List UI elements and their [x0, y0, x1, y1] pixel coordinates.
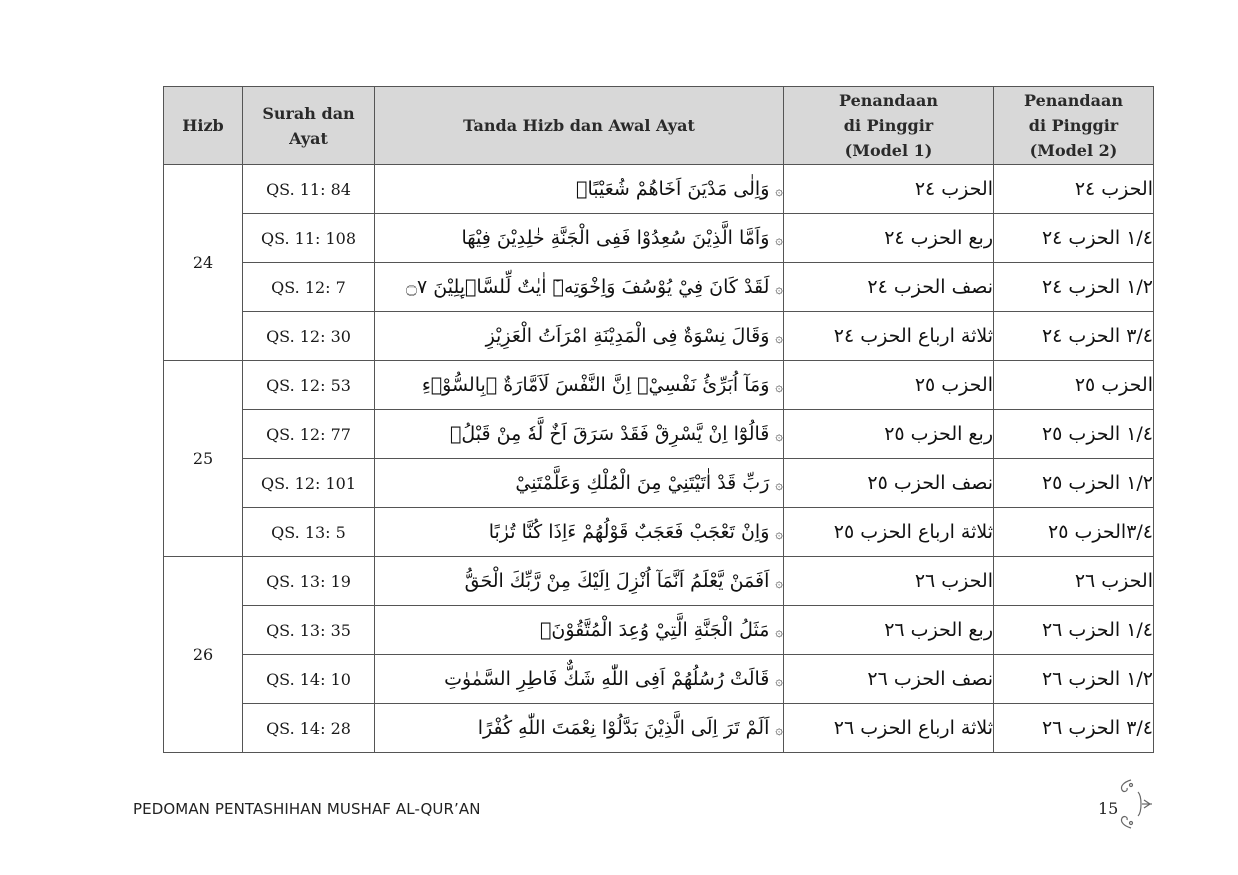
hizb-mark-icon: ۞: [775, 184, 783, 199]
table-row: [164, 165, 1154, 214]
hizb-table: [163, 86, 1154, 753]
ayah-text: [375, 704, 784, 753]
surah-ref: QS. 14: 28: [243, 704, 375, 753]
hizb-mark-icon: ۞: [775, 380, 783, 395]
surah-ref: QS. 13: 5: [243, 508, 375, 557]
ayah-words: وَمَآ اُبَرِّئُ نَفْسِيْۚ اِنَّ النَّفْسَ لَاَمَّارَةٌ ۢبِالسُّوْۤءِ: [421, 374, 770, 396]
ayah-words: وَاِنْ تَعْجَبْ فَعَجَبٌ قَوْلُهُمْ ءَاِذَا كُنَّا تُرٰبًا: [488, 521, 770, 543]
ayah-words: مَثَلُ الْجَنَّةِ الَّتِيْ وُعِدَ الْمُتَّقُوْنَۗ: [539, 619, 770, 641]
table-row: [164, 263, 1154, 312]
ayah-words: وَاِلٰى مَدْيَنَ اَخَاهُمْ شُعَيْبًاۗ: [576, 178, 770, 200]
ayah-words: اَفَمَنْ يَّعْلَمُ اَنَّمَآ اُنْزِلَ اِلَيْكَ مِنْ رَّبِّكَ الْحَقُّ: [464, 570, 770, 592]
surah-ref: QS. 12: 53: [243, 361, 375, 410]
ayah-words: لَقَدْ كَانَ فِيْ يُوْسُفَ وَاِخْوَتِهٖٓ اٰيٰتٌ لِّلسَّاۤىِٕلِيْنَ ۝٧: [405, 276, 770, 298]
hizb-number: 25: [164, 361, 243, 557]
surah-ref: QS. 12: 7: [243, 263, 375, 312]
hizb-mark-icon: ۞: [775, 625, 783, 640]
margin-mark-model-2: الحزب ٢٥: [994, 361, 1154, 410]
table-row: [164, 557, 1154, 606]
ayah-words: رَبِّ قَدْ اٰتَيْتَنِيْ مِنَ الْمُلْكِ وَعَلَّمْتَنِيْ: [515, 472, 770, 494]
surah-ref: QS. 11: 108: [243, 214, 375, 263]
ayah-words: وَقَالَ نِسْوَةٌ فِى الْمَدِيْنَةِ امْرَاَتُ الْعَزِيْزِ: [485, 325, 770, 347]
header-model-2-line-1: Penandaan: [1024, 91, 1123, 110]
surah-ref: QS. 13: 19: [243, 557, 375, 606]
header-model-2-line-2: di Pinggir: [1028, 116, 1119, 135]
margin-mark-model-1: الحزب ٢٤: [784, 165, 994, 214]
margin-mark-model-1: ربع الحزب ٢٦: [784, 606, 994, 655]
header-surah: [243, 87, 375, 165]
ayah-text: [375, 410, 784, 459]
ayah-text: [375, 165, 784, 214]
surah-ref: QS. 11: 84: [243, 165, 375, 214]
footer-book-title: PEDOMAN PENTASHIHAN MUSHAF AL-QUR’AN: [133, 800, 481, 818]
header-model-1-line-1: Penandaan: [839, 91, 938, 110]
table-row: [164, 459, 1154, 508]
ayah-text: [375, 263, 784, 312]
table-row: [164, 312, 1154, 361]
margin-mark-model-2: ٣/٤ الحزب ٢٤: [994, 312, 1154, 361]
margin-mark-model-2: ١/٤ الحزب ٢٦: [994, 606, 1154, 655]
header-surah-line-1: Surah dan: [262, 103, 355, 123]
header-hizb: Hizb: [164, 87, 243, 165]
margin-mark-model-2: ٣/٤الحزب ٢٥: [994, 508, 1154, 557]
surah-ref: QS. 13: 35: [243, 606, 375, 655]
margin-mark-model-1: ثلاثة ارباع الحزب ٢٤: [784, 312, 994, 361]
header-model-2-line-3: (Model 2): [1029, 141, 1118, 160]
ayah-words: اَلَمْ تَرَ اِلَى الَّذِيْنَ بَدَّلُوْا نِعْمَتَ اللّٰهِ كُفْرًا: [477, 717, 770, 739]
margin-mark-model-1: ثلاثة ارباع الحزب ٢٥: [784, 508, 994, 557]
hizb-mark-icon: ۞: [775, 674, 783, 689]
margin-mark-model-1: نصف الحزب ٢٦: [784, 655, 994, 704]
hizb-mark-icon: ۞: [775, 723, 783, 738]
header-tanda: Tanda Hizb dan Awal Ayat: [375, 87, 784, 165]
page-number: 15: [1098, 799, 1119, 818]
table-row: [164, 704, 1154, 753]
header-surah-line-2: Ayat: [289, 128, 328, 148]
surah-ref: QS. 12: 101: [243, 459, 375, 508]
hizb-mark-icon: ۞: [775, 527, 783, 542]
header-model-1-line-3: (Model 1): [844, 141, 933, 160]
surah-ref: QS. 12: 77: [243, 410, 375, 459]
margin-mark-model-2: ١/٤ الحزب ٢٥: [994, 410, 1154, 459]
margin-mark-model-1: ثلاثة ارباع الحزب ٢٦: [784, 704, 994, 753]
hizb-mark-icon: ۞: [775, 576, 783, 591]
ayah-text: [375, 361, 784, 410]
header-model-1: [784, 87, 994, 165]
ayah-text: [375, 557, 784, 606]
hizb-mark-icon: ۞: [775, 282, 783, 297]
table-row: [164, 361, 1154, 410]
ayah-text: [375, 655, 784, 704]
hizb-number: 26: [164, 557, 243, 753]
margin-mark-model-2: الحزب ٢٦: [994, 557, 1154, 606]
hizb-mark-icon: ۞: [775, 331, 783, 346]
header-row: [164, 87, 1154, 165]
table-row: [164, 214, 1154, 263]
hizb-mark-icon: ۞: [775, 233, 783, 248]
ayah-words: قَالَتْ رُسُلُهُمْ اَفِى اللّٰهِ شَكٌّ فَاطِرِ السَّمٰوٰتِ: [444, 668, 770, 690]
margin-mark-model-2: ١/٤ الحزب ٢٤: [994, 214, 1154, 263]
ayah-text: [375, 214, 784, 263]
margin-mark-model-1: ربع الحزب ٢٤: [784, 214, 994, 263]
hizb-mark-icon: ۞: [775, 478, 783, 493]
margin-mark-model-2: ٣/٤ الحزب ٢٦: [994, 704, 1154, 753]
surah-ref: QS. 14: 10: [243, 655, 375, 704]
table-row: [164, 410, 1154, 459]
table-row: [164, 606, 1154, 655]
ayah-words: قَالُوْٓا اِنْ يَّسْرِقْ فَقَدْ سَرَقَ اَخٌ لَّهٗ مِنْ قَبْلُۚ: [450, 423, 770, 445]
hizb-mark-icon: ۞: [775, 429, 783, 444]
ayah-text: [375, 606, 784, 655]
margin-mark-model-2: ١/٢ الحزب ٢٥: [994, 459, 1154, 508]
ayah-words: وَاَمَّا الَّذِيْنَ سُعِدُوْا فَفِى الْجَنَّةِ خٰلِدِيْنَ فِيْهَا: [461, 227, 770, 249]
table-row: [164, 655, 1154, 704]
header-model-1-line-2: di Pinggir: [843, 116, 934, 135]
ornament-icon: [1108, 776, 1154, 832]
ayah-text: [375, 459, 784, 508]
surah-ref: QS. 12: 30: [243, 312, 375, 361]
ayah-text: [375, 312, 784, 361]
margin-mark-model-2: ١/٢ الحزب ٢٤: [994, 263, 1154, 312]
margin-mark-model-2: الحزب ٢٤: [994, 165, 1154, 214]
header-model-2: [994, 87, 1154, 165]
margin-mark-model-2: ١/٢ الحزب ٢٦: [994, 655, 1154, 704]
table-row: [164, 508, 1154, 557]
margin-mark-model-1: الحزب ٢٥: [784, 361, 994, 410]
margin-mark-model-1: نصف الحزب ٢٤: [784, 263, 994, 312]
hizb-number: 24: [164, 165, 243, 361]
ayah-text: [375, 508, 784, 557]
margin-mark-model-1: الحزب ٢٦: [784, 557, 994, 606]
margin-mark-model-1: نصف الحزب ٢٥: [784, 459, 994, 508]
margin-mark-model-1: ربع الحزب ٢٥: [784, 410, 994, 459]
